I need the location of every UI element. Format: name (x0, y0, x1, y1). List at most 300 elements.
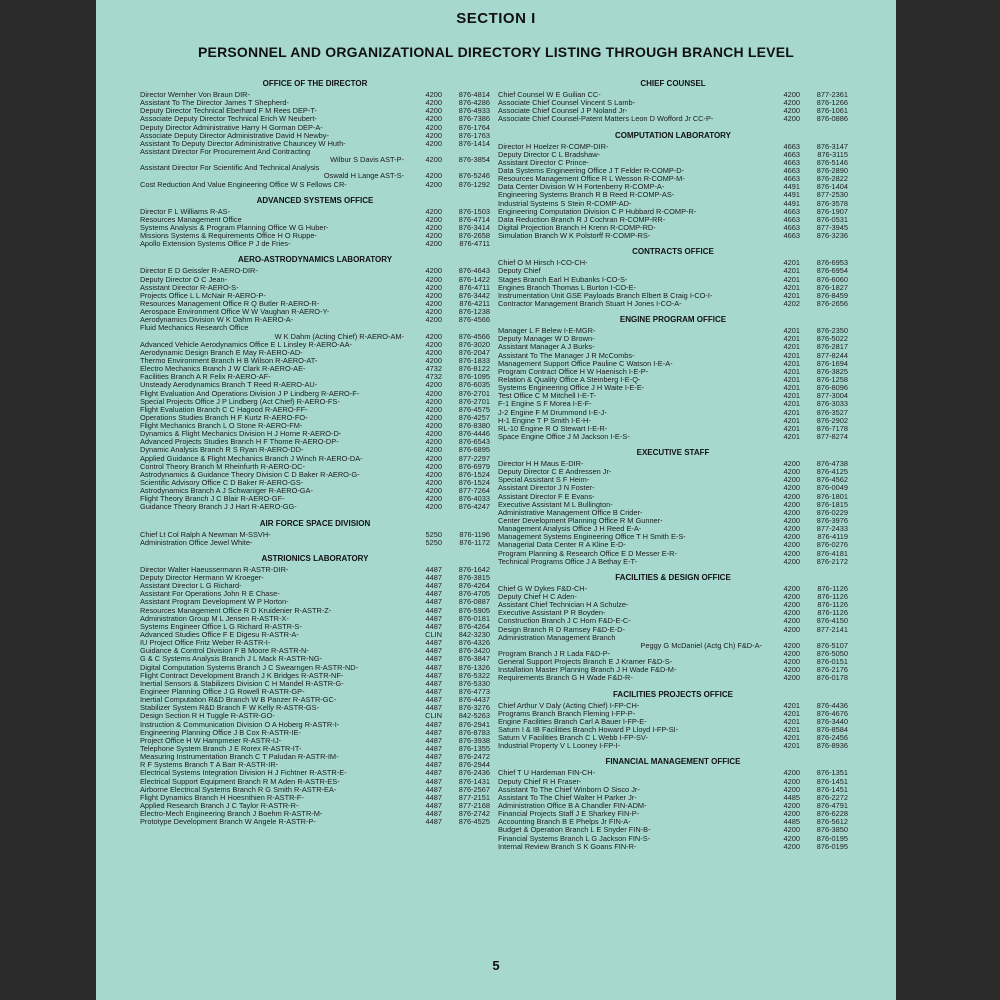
directory-entry (140, 316, 490, 324)
entry-name: Programs Branch Branch Fleming I-FP-P- (498, 709, 636, 718)
entry-building: 4200 (783, 90, 800, 99)
section-title: ASTRIONICS LABORATORY (261, 553, 369, 563)
entry-name: Management Analysis Office J H Reed E-A- (498, 525, 642, 534)
entry-phone: 876-0195 (816, 833, 848, 843)
entry-phone: 876-3850 (816, 825, 848, 835)
left-column (140, 72, 490, 826)
entry-phone: 876-3976 (816, 516, 848, 526)
directory-entry (498, 626, 848, 634)
entry-building: 4200 (425, 155, 442, 165)
entry-phone: 876-3440 (816, 716, 848, 726)
entry-phone: 876-2701 (458, 388, 490, 398)
entry-phone: 877-2168 (458, 800, 490, 810)
entry-phone: 876-2436 (458, 768, 490, 778)
entry-name: Astrodynamics Branch A J Schwaniger R-AERO-GA- (140, 487, 313, 496)
entry-building: 4487 (425, 727, 442, 737)
entry-phone: 876-2350 (816, 326, 848, 336)
entry-building: 4663 (783, 165, 800, 175)
entry-building: 4201 (783, 266, 800, 276)
entry-building: 4487 (425, 573, 442, 583)
entry-building: 4202 (783, 298, 800, 308)
entry-name: Assistant To The Chief Walter H Parker Jr- (498, 793, 637, 802)
entry-name: Management Systems Engineering Office T H Smith E-S- (498, 533, 686, 542)
entry-building: 4200 (783, 616, 800, 626)
entry-name: Resources Management Office R L Wesson R-COMP-M- (498, 175, 685, 184)
entry-name: Aerodynamics Division W K Dahm R-AERO-A- (140, 316, 294, 325)
entry-phone: 876-1827 (816, 282, 848, 292)
entry-name: Relation & Quality Office A Steinberg I-E-Q- (498, 375, 641, 384)
entry-building: 4201 (783, 700, 800, 710)
entry-phone: 876-3115 (817, 149, 848, 159)
directory-entry (498, 558, 848, 566)
entry-building: 4487 (425, 564, 442, 574)
entry-phone: 876-4211 (459, 298, 490, 308)
entry-building: 4200 (783, 98, 800, 108)
section-title: AERO-ASTRODYNAMICS LABORATORY (237, 255, 393, 265)
entry-building: 4200 (783, 592, 800, 602)
entry-phone: 876-4773 (458, 687, 490, 696)
entry-name: Astrodynamics & Guidance Theory Division C D Baker R-AERO-G- (140, 470, 360, 479)
entry-name: Deputy Chief H C Aden- (498, 593, 577, 602)
entry-phone: 876-2890 (816, 165, 848, 175)
entry-building: 4487 (425, 695, 442, 705)
directory-page (96, 0, 896, 1000)
entry-phone: 876-1414 (458, 138, 490, 148)
entry-building: 4487 (425, 776, 442, 786)
entry-phone: 876-4181 (816, 548, 848, 558)
entry-phone: 876-2742 (458, 809, 490, 819)
entry-name: Fluid Mechanics Research Office (140, 324, 249, 333)
entry-building: 4487 (425, 784, 442, 794)
entry-building: 4487 (425, 768, 442, 778)
entry-building: 4487 (425, 654, 442, 664)
entry-name: Assistant Director F E Evans- (498, 492, 595, 501)
entry-building: 4200 (783, 499, 800, 509)
entry-building: 4200 (425, 347, 442, 357)
entry-phone: 842-5263 (458, 711, 490, 721)
entry-name: Deputy Chief (498, 267, 541, 276)
section-advanced-systems-office (140, 195, 490, 249)
entry-building: 4200 (425, 307, 442, 317)
entry-phone: 876-5050 (816, 649, 848, 659)
entry-building: 4200 (425, 214, 442, 224)
entry-building: 4201 (783, 391, 800, 401)
entry-building: 4200 (425, 453, 442, 463)
entry-building: 4487 (425, 735, 442, 745)
entry-building: 4200 (783, 475, 800, 485)
entry-building: 4200 (783, 776, 800, 786)
entry-name: Installation Master Planning Branch J H Wade F&D-M- (498, 666, 677, 675)
section-heading: SECTION I (456, 10, 536, 27)
entry-name: Contractor Management Branch Stuart H Jones I-CO-A- (498, 299, 682, 308)
entry-phone: 876-1833 (458, 355, 490, 365)
entry-phone: 876-1451 (816, 784, 848, 794)
entry-phone: 876-1694 (816, 358, 848, 368)
entry-name: J-2 Engine F M Drummond I-E-J- (498, 408, 607, 417)
entry-building: 4200 (425, 421, 442, 431)
entry-name: Associate Deputy Director Administrative David H Newby- (140, 131, 329, 140)
section-engine-program-office (498, 314, 848, 441)
entry-building: 4201 (783, 334, 800, 344)
entry-building: 4200 (783, 459, 800, 469)
entry-phone: 876-1126 (817, 583, 848, 593)
entry-name: Program Planning & Research Office E D Messer E-R- (498, 549, 677, 558)
entry-building: 4487 (425, 687, 442, 696)
entry-building: 4200 (425, 239, 442, 249)
entry-name: Assistant Program Development W P Horton- (140, 598, 289, 607)
entry-building: 4200 (783, 784, 800, 794)
entry-name: Program Branch J R Lada F&D-P- (498, 650, 611, 659)
entry-name: Applied Research Branch J C Taylor R-ASTR-R- (140, 801, 299, 810)
entry-building: 4200 (783, 532, 800, 542)
entry-name: Administrative Management Office B Crider- (498, 508, 643, 517)
entry-name: Stabilizer System R&D Branch F W Kelly R-ASTR-GS- (140, 704, 320, 713)
entry-building: 4487 (425, 638, 442, 648)
entry-phone: 876-2272 (816, 792, 848, 802)
entry-building: 4487 (425, 589, 442, 599)
entry-phone: 876-4566 (458, 315, 490, 325)
entry-phone: 876-0886 (816, 114, 848, 124)
entry-phone: 876-2822 (816, 174, 848, 184)
entry-phone: 876-4676 (816, 708, 848, 718)
entry-building: 4487 (425, 817, 442, 827)
entry-building: 4663 (783, 149, 800, 159)
entry-name: Assistant Manager A J Burks- (498, 343, 595, 352)
entry-building: 4200 (783, 583, 800, 593)
entry-name: Dynamic Analysis Branch R S Ryan R-AERO-DD- (140, 446, 304, 455)
entry-building: 4200 (425, 429, 442, 439)
entry-phone: 877-2297 (458, 453, 490, 463)
entry-phone: 876-3414 (458, 222, 490, 232)
entry-name: Administration Office Jewel White- (140, 538, 253, 547)
entry-building: 4200 (425, 138, 442, 148)
entry-name: Manager L F Belew I-E-MGR- (498, 327, 596, 336)
entry-phone: 876-6543 (458, 437, 490, 447)
entry-phone: 876-1061 (816, 106, 848, 116)
entry-phone: 877-3004 (816, 391, 848, 401)
entry-name: Inertial Computation R&D Branch W B Panzer R-ASTR-GC- (140, 696, 337, 705)
entry-building: 4487 (425, 621, 442, 631)
entry-phone: 876-3033 (816, 399, 848, 409)
directory-entry (498, 232, 848, 240)
entry-name: Resources Management Office (140, 215, 242, 224)
entry-phone: 876-8584 (816, 725, 848, 734)
entry-name: Director Wernher Von Braun DIR- (140, 91, 250, 99)
entry-name: Aerodynamic Design Branch E May R-AERO-AD- (140, 348, 303, 357)
entry-building: 4200 (425, 494, 442, 504)
entry-name: Accounting Branch B E Phelps Jr FIN-A- (498, 818, 631, 827)
entry-phone: 876-6035 (458, 380, 490, 390)
entry-name: Engineering Computation Division C P Hubbard R-COMP-R- (498, 207, 697, 216)
entry-building: 4200 (783, 809, 800, 819)
entry-phone: 876-2472 (458, 752, 490, 762)
entry-name: Assistant Director R-AERO-S- (140, 283, 239, 292)
entry-phone: 876-1907 (816, 206, 848, 216)
entry-name: Telephone System Branch J E Rorex R-ASTR-IT- (140, 744, 302, 753)
entry-phone: 876-8096 (816, 383, 848, 393)
directory-entry (498, 300, 848, 308)
section-chief-counsel (498, 78, 848, 124)
entry-phone: 876-8459 (816, 290, 848, 300)
page-number: 5 (492, 958, 500, 973)
section-astrionics-laboratory (140, 553, 490, 827)
entry-name: Director Walter Haeussermann R-ASTR-DIR- (140, 565, 289, 574)
entry-name: Digital Projection Branch H Krenn R-COMP-RD- (498, 223, 656, 232)
entry-building: 4200 (425, 130, 442, 140)
entry-phone: 876-1172 (459, 537, 490, 547)
entry-name: Dynamics & Flight Mechanics Division H J Horne R-AERO-D- (140, 430, 342, 439)
entry-building: 4200 (425, 90, 442, 99)
entry-building: 4201 (783, 258, 800, 268)
entry-phone: 876-5905 (458, 605, 490, 615)
section-aero-astrodynamics-laboratory (140, 254, 490, 511)
entry-name: Flight Theory Branch J C Blair R-AERO-GF- (140, 495, 285, 504)
entry-phone: 876-2701 (458, 396, 490, 406)
entry-phone: 876-3815 (458, 573, 490, 583)
entry-name: Projects Office L L McNair R-AERO-P- (140, 291, 266, 300)
entry-phone: 876-0181 (458, 613, 490, 623)
entry-building: 4487 (425, 597, 442, 607)
entry-name: Advanced Projects Studies Branch H F Thome R-AERO-DP- (140, 438, 339, 447)
entry-building: 4200 (425, 266, 442, 276)
entry-building: 4200 (783, 673, 800, 683)
entry-name: Flight Evaluation And Operations Division J P Lindberg R-AERO-F- (140, 389, 360, 398)
entry-building: 4201 (783, 290, 800, 300)
entry-phone: 876-4705 (458, 589, 490, 599)
entry-name: Missions Systems & Requirements Office H O Ruppe- (140, 232, 317, 241)
entry-building: 4487 (425, 581, 442, 591)
entry-phone: 876-6228 (816, 809, 848, 819)
entry-phone: 876-1642 (458, 564, 490, 574)
entry-name: Systems Engineer Office L G Richard R-ASTR-S- (140, 622, 302, 631)
entry-name: Systems Analysis & Program Planning Office W G Huber- (140, 223, 329, 232)
entry-building: 4487 (425, 792, 442, 802)
entry-phone: 876-5107 (816, 640, 848, 650)
entry-name: Technical Programs Office J A Bethay E-T- (498, 557, 638, 566)
entry-building: 4201 (783, 358, 800, 368)
entry-name: Aerospace Environment Office W W Vaughan R-AERO-Y- (140, 308, 330, 317)
entry-phone: 876-6895 (458, 445, 490, 455)
entry-building: 4200 (425, 331, 442, 341)
entry-name: Assistant Chief Technician H A Schulze- (498, 601, 629, 610)
entry-name: Assistant To The Manager J R McCombs- (498, 351, 635, 360)
entry-building: 4732 (425, 372, 442, 382)
entry-building: 4201 (783, 399, 800, 409)
section-title: FACILITIES & DESIGN OFFICE (615, 572, 731, 582)
entry-phone: 876-4643 (458, 266, 490, 276)
entry-building: 5250 (425, 537, 442, 547)
entry-building: 4200 (425, 315, 442, 325)
entry-building: 4200 (425, 206, 442, 216)
entry-phone: 876-1524 (458, 469, 490, 479)
entry-phone: 876-4326 (458, 638, 490, 648)
entry-building: 4200 (783, 556, 800, 566)
entry-name: F-1 Engine S F Morea I-E-F- (498, 400, 592, 409)
entry-name: Deputy Manager W D Brown- (498, 335, 595, 344)
entry-name: Advanced Studies Office F E Digesu R-ASTR-A- (140, 631, 299, 640)
entry-name: H-1 Engine T P Smith I-E-H- (498, 416, 591, 425)
entry-phone: 876-4566 (458, 331, 490, 341)
entry-phone: 876-4264 (458, 581, 490, 591)
entry-name: Deputy Director C E Andressen Jr- (498, 468, 612, 477)
entry-phone: 876-7178 (816, 423, 848, 433)
entry-phone: 876-5022 (816, 334, 848, 344)
entry-building: 4200 (425, 445, 442, 455)
entry-phone: 876-1258 (816, 374, 848, 384)
entry-building: 4487 (425, 800, 442, 810)
entry-building: 4200 (783, 665, 800, 675)
entry-phone: 876-4286 (458, 98, 490, 108)
entry-building: 4201 (783, 274, 800, 284)
entry-name: Airborne Electrical Systems Branch R G Smith R-ASTR-EA- (140, 785, 337, 794)
entry-phone: 876-3527 (816, 407, 848, 417)
entry-building: 4201 (783, 342, 800, 352)
entry-phone: 876-3420 (458, 646, 490, 656)
entry-name: Digital Computation Systems Branch J C Swearngen R-ASTR-ND- (140, 663, 359, 672)
entry-building: 4201 (783, 423, 800, 433)
entry-phone: 876-7386 (458, 114, 490, 124)
entry-phone: 876-4714 (458, 214, 490, 224)
entry-name: Data Reduction Branch R J Cochran R-COMP-RR- (498, 215, 666, 224)
entry-building: 4200 (425, 412, 442, 422)
entry-phone: 877-8274 (816, 431, 848, 441)
entry-building: 4200 (425, 106, 442, 116)
entry-building: 4487 (425, 613, 442, 623)
entry-name: Chief Arthur V Daly (Acting Chief) I-FP-CH- (498, 701, 640, 710)
section-title: ADVANCED SYSTEMS OFFICE (256, 195, 374, 205)
entry-name: Resources Management Office R Q Butler R-AERO-R- (140, 299, 320, 308)
entry-building: 4200 (425, 404, 442, 414)
entry-phone: 876-1815 (816, 499, 848, 509)
directory-entry (140, 539, 490, 547)
entry-building: 4487 (425, 719, 442, 729)
entry-phone: 876-1451 (816, 776, 848, 786)
entry-phone: 877-8244 (816, 350, 848, 360)
entry-building: 4201 (783, 282, 800, 292)
entry-name: Resources Management Office R D Kruidenier R-ASTR-Z- (140, 606, 332, 615)
section-title: CHIEF COUNSEL (640, 79, 706, 88)
entry-name: Director H H Maus E-DIR- (498, 460, 584, 469)
entry-phone: 876-0229 (816, 507, 848, 517)
entry-name: Financial Systems Branch L G Jackson FIN-S- (498, 834, 651, 843)
entry-name: Center Development Planning Office R M Gunner- (498, 517, 663, 526)
entry-building: 4200 (783, 106, 800, 116)
entry-phone: 876-1503 (458, 206, 490, 216)
entry-phone: 876-4264 (458, 621, 490, 631)
entry-name: Control Theory Branch M Rheinfurth R-AERO-DC- (140, 462, 305, 471)
entry-phone: 876-3020 (458, 339, 490, 349)
entry-building: 4487 (425, 646, 442, 656)
entry-building: 4201 (783, 725, 800, 734)
entry-phone: 876-4711 (459, 239, 490, 249)
entry-building: 4487 (425, 670, 442, 680)
entry-phone: 876-6953 (816, 258, 848, 268)
entry-building: 4487 (425, 662, 442, 672)
entry-building: 4200 (783, 624, 800, 634)
entry-phone: 877-2141 (816, 624, 848, 634)
entry-phone: 876-4150 (816, 616, 848, 626)
entry-building: 4200 (783, 467, 800, 477)
entry-phone: 877-2361 (816, 90, 848, 99)
section-office-of-the-director (140, 78, 490, 189)
entry-building: 4201 (783, 326, 800, 336)
entry-phone: 876-1355 (458, 743, 490, 753)
entry-name: Flight Dynamics Branch H Hoesnthien R-ASTR-F- (140, 793, 304, 802)
entry-phone: 876-1126 (817, 600, 848, 610)
entry-building: 4663 (783, 174, 800, 184)
entry-phone: 876-4791 (816, 800, 848, 810)
entry-building: 4200 (783, 800, 800, 810)
entry-phone: 876-0531 (816, 214, 848, 224)
entry-building: 4200 (425, 179, 442, 189)
entry-name: Data Systems Engineering Office J T Felder R-COMP-D- (498, 166, 685, 175)
entry-phone: 876-4125 (816, 467, 848, 477)
entry-building: 4487 (425, 703, 442, 713)
entry-phone: 876-6954 (816, 266, 848, 276)
entry-building: 4200 (783, 768, 800, 778)
entry-building: 4487 (425, 678, 442, 688)
entry-phone: 876-1763 (458, 130, 490, 140)
entry-name: Financial Projects Staff J E Sharkey FIN-P- (498, 810, 640, 819)
entry-name: Assistant Director J N Foster- (498, 484, 595, 493)
entry-phone: 876-1524 (458, 478, 490, 488)
entry-phone: 877-3945 (816, 222, 848, 232)
entry-phone: 876-1126 (817, 592, 848, 602)
entry-phone: 876-5146 (816, 157, 848, 167)
entry-name: Special Assistant S F Heim- (498, 476, 590, 485)
directory-entry (140, 503, 490, 511)
entry-name: Oswald H Lange AST-S- (323, 172, 404, 181)
entry-name: Guidance Theory Branch J J Hart R-AERO-GG- (140, 503, 297, 512)
entry-building: 4201 (783, 350, 800, 360)
entry-phone: 876-2176 (816, 665, 848, 675)
directory-entry (140, 818, 490, 826)
entry-building: 4200 (425, 290, 442, 300)
entry-building: 4485 (783, 817, 800, 827)
entry-building: 4200 (425, 502, 442, 512)
entry-name: Requirements Branch G H Wade F&D-R- (498, 674, 633, 683)
entry-building: 4200 (425, 437, 442, 447)
entry-phone: 876-2817 (816, 342, 848, 352)
entry-name: Flight Contract Development Branch J K Bridges R-ASTR-NF- (140, 671, 344, 680)
entry-building: 4663 (783, 214, 800, 224)
entry-name: Design Branch R D Ramsey F&D-E-D- (498, 625, 625, 634)
entry-name: G & C Systems Analysis Branch J L Mack R-ASTR-NG- (140, 655, 323, 664)
entry-building: 4487 (425, 743, 442, 753)
entry-name: Chief Lt Col Ralph A Newman M-SSVH- (140, 530, 271, 539)
entry-name: Wilbur S Davis AST-P- (330, 156, 404, 165)
entry-name: Deputy Director O C Jean- (140, 275, 228, 284)
entry-name: Test Office C M Mitchell I-E-T- (498, 392, 597, 401)
entry-name: Applied Guidance & Flight Mechanics Branch J Winch R-AERO-DA- (140, 454, 363, 463)
entry-phone: 876-5322 (458, 670, 490, 680)
entry-name: Administration Group M L Jensen R-ASTR-X- (140, 614, 289, 623)
entry-building: 4201 (783, 374, 800, 384)
entry-name: IU Project Office Fritz Weber R-ASTR-I- (140, 639, 271, 648)
entry-phone: 876-5612 (816, 817, 848, 827)
section-title: ENGINE PROGRAM OFFICE (619, 315, 727, 325)
entry-phone: 876-2456 (816, 733, 848, 743)
entry-name: Deputy Director Administrative Harry H Gorman DEP-A- (140, 123, 323, 132)
entry-building: 4200 (425, 396, 442, 406)
section-title: COMPUTATION LABORATORY (615, 130, 731, 140)
entry-name: Managerial Data Center R A Kline E-D- (498, 541, 626, 550)
entry-name: Instruction & Communication Division O A Hoberg R-ASTR-I- (140, 720, 340, 729)
entry-building: 4200 (425, 380, 442, 390)
entry-building: CLIN (425, 630, 442, 640)
entry-name: Design Section R H Tuggle R-ASTR-GO- (140, 712, 275, 721)
entry-name: Associate Chief Counsel Vincent S Lamb- (498, 99, 636, 108)
